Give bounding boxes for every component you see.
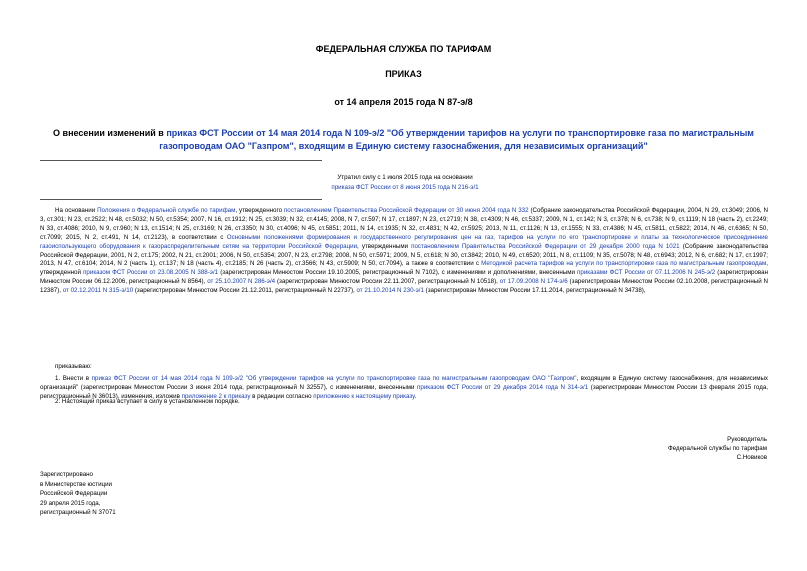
order-109-link[interactable]: приказ ФСТ России от 14 мая 2014 года N 109-э/2 "Об утверждении тарифов на услуги по транспортировке газа по магистральным газопроводам ОАО "Газпром" — [91, 375, 577, 382]
basis-text: (зарегистрирован Минюстом России 06.12.2006, регистрационный N 8564), — [40, 269, 768, 286]
signature-agency: Федеральной службы по тарифам — [668, 445, 767, 452]
government-decree-332-link[interactable]: постановлением Правительства Российской Федерации от 30 июня 2004 года N 332 — [283, 207, 529, 214]
registration-line: Зарегистрировано — [40, 471, 93, 478]
title-amended-order-link[interactable]: приказ ФСТ России от 14 мая 2014 года N 109-э/2 "Об утверждении тарифов на услуги по транспортировке газа по магистральным газопроводам ОАО "Газпром", входящим в Единую систему газоснабжения, для независимых организаций" — [159, 128, 754, 151]
basis-text: (зарегистрирован Минюстом России 22.11.2007, регистрационный N 10518), — [275, 278, 500, 286]
item-2-paragraph: 2. Настоящий приказ вступает в силу в установленном порядке. — [55, 398, 240, 405]
signature-block — [668, 435, 767, 462]
registration-line: Российской Федерации — [40, 490, 108, 498]
bottom-divider — [40, 199, 322, 200]
signature-position: Руководитель — [727, 436, 767, 443]
top-divider — [40, 160, 322, 161]
order-word: приказываю: — [55, 363, 92, 370]
basis-text: (зарегистрирован Минюстом России 21.12.2011, регистрационный N 22737), — [133, 287, 357, 295]
validity-annotation — [270, 173, 540, 193]
order-286-link[interactable]: от 25.10.2007 N 286-э/4 — [207, 278, 276, 286]
registration-number: регистрационный N 37071 — [40, 509, 116, 517]
agency-heading: ФЕДЕРАЛЬНАЯ СЛУЖБА ПО ТАРИФАМ — [315, 44, 492, 54]
gas-pricing-provisions-link[interactable]: Основными положениями формирования и государственного регулирования цен на газ, тарифов на услуги по его транспортировке и платы за технологическое присоединение газоиспользующего оборудования к газораспределительным сетям на территории Российской Федерации — [40, 233, 768, 250]
order-315-link[interactable]: от 02.12.2011 N 315-э/10 — [62, 287, 134, 295]
annotation-link[interactable]: приказа ФСТ России от 8 июня 2015 года N 216-э/1 — [331, 184, 479, 191]
basis-text: (зарегистрирован Минюстом России 17.11.2014, регистрационный N 34738), — [423, 287, 646, 295]
item-text: в редакции согласно — [250, 392, 314, 400]
order-314-link[interactable]: приказом ФСТ России от 29 декабря 2014 года N 314-э/1 — [417, 383, 589, 391]
government-decree-1021-link[interactable]: постановлением Правительства Российской Федерации от 29 декабря 2000 года N 1021 — [411, 242, 680, 250]
order-174-link[interactable]: от 17.09.2008 N 174-э/6 — [499, 278, 568, 286]
item-text: , входящим в Единую систему газоснабжения, для независимых организаций" (зарегистрирован Минюстом России 3 июня 2014 года, регистрационный N 32557), с изменениями, внесенными — [40, 375, 768, 391]
doc-type-heading: ПРИКАЗ — [385, 69, 422, 79]
annotation-text: Утратил силу с 1 июля 2015 года на основании — [337, 174, 473, 181]
order-388-link[interactable]: приказом ФСТ России от 23.08.2005 N 388-э/1 — [83, 269, 219, 277]
basis-text: , утвержденными — [357, 242, 412, 250]
basis-text: (Собрание законодательства Российской Федерации, 2004, N 29, ст.3049; 2006, N 3, ст.301; N 23, ст.2522; N 48, ст.5032; N 50, ст.5354; 2007, N 16, ст.1912; N 25, ст.3039; N 32, ст.4145; 2008, N 7, ст.597; N 17, ст.1897; N 23, ст.2719; N 38, ст.4309; N 46, ст.5337; 2009, N 1, ст.142; N 3, ст.378; N 6, ст.738; N 9, ст.1119; N 18 (часть 2), ст.2249; N 33, ст.4086; 2010, N 9, ст.960; N 13, ст.1514; N 25, ст.3169; N 26, ст.3350; N 30, ст.4096; N 45, ст.5851; 2011, N 14, ст.1935; N 32, ст.4831; N 42, ст.5925; 2013, N 11, ст.1126; N 13, ст.1555; N 33, ст.4386; N 45, ст.5811, ст.5822; 2014, N 46, ст.6365; N 50, ст.7099; 2015, N 2, ст.491, N 14, ст.2123), в соответствии с — [40, 207, 768, 241]
basis-text: , утвержденной — [40, 260, 768, 277]
order-245-link[interactable]: приказами ФСТ России от 07.11.2006 N 245-э/2 — [577, 269, 716, 277]
appendix-2-link[interactable]: приложение 2 к приказу — [181, 392, 251, 400]
appendix-link[interactable]: приложению к настоящему приказу — [313, 392, 415, 400]
basis-text: (зарегистрирован Минюстом России 19.10.2005, регистрационный N 7102), с изменениями и дополнениями, внесенными — [218, 269, 578, 277]
basis-text: (зарегистрирован Минюстом России 02.10.2008, регистрационный N 12387), — [40, 278, 769, 295]
basis-paragraph — [40, 207, 768, 296]
item-text: 1. Внести в — [55, 375, 92, 382]
doc-title — [40, 127, 767, 153]
tariff-methodology-link[interactable]: Методикой расчета тарифов на услуги по транспортировке газа по магистральным газопроводам — [481, 260, 767, 268]
signature-name: С.Новиков — [736, 454, 767, 461]
basis-text: , утвержденного — [235, 207, 284, 214]
basis-text: (Собрание законодательства Российской Федерации, 2001, N 2, ст.175; 2002, N 21, ст.2001; 2006, N 50, ст.5354; 2007, N 23, ст.2798; 2008, N 50, ст.5971; 2009, N 5, ст.618; N 30, ст.3842; 2010, N 49, ст.6520; 2011, N 8, ст.1109; N 35, ст.5078; N 48, ст.6943; 2012, N 6, ст.682; N 17, ст.1997; 2013, N 47, ст.6104; 2014, N 2 (часть 1), ст.137; N 18 (часть 4), ст.2185; N 26 (часть 2), ст.3566; N 43, ст.5909; N 50, ст.7094), а также в соответствии с — [40, 242, 769, 268]
item-text: (зарегистрирован Минюстом России 13 февраля 2015 года, регистрационный N 36013), изменения, изложив — [40, 383, 768, 400]
registration-date: 29 апреля 2015 года, — [40, 499, 101, 507]
title-prefix: О внесении изменений в — [53, 128, 167, 138]
doc-date-number: от 14 апреля 2015 года N 87-э/8 — [334, 97, 473, 107]
basis-text: На основании — [55, 207, 98, 214]
registration-line: в Министерстве юстиции — [40, 480, 113, 488]
registration-block — [40, 470, 116, 518]
item-text: . — [414, 392, 417, 400]
regulation-link[interactable]: Положения о Федеральной службе по тарифам — [97, 207, 236, 214]
order-230-link[interactable]: от 21.10.2014 N 230-э/1 — [356, 287, 424, 295]
